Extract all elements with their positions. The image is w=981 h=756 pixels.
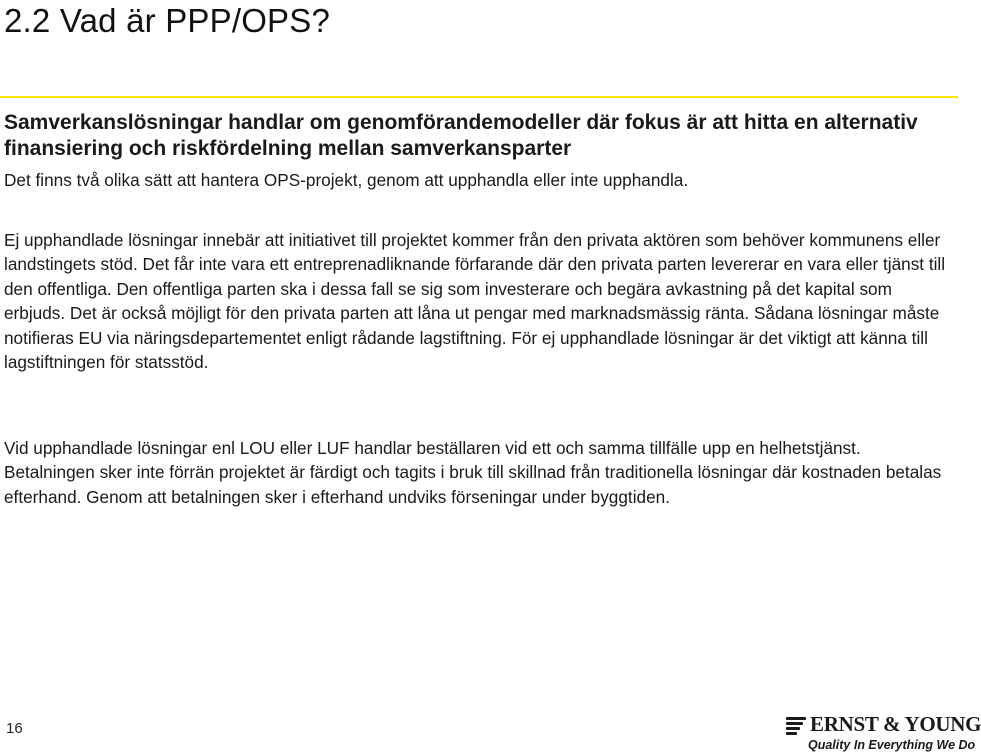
logo-tagline: Quality In Everything We Do xyxy=(808,738,976,752)
ernst-young-logo xyxy=(786,712,981,756)
page-title: 2.2 Vad är PPP/OPS? xyxy=(4,2,331,39)
paragraph-intro: Det finns två olika sätt att hantera OPS-projekt, genom att upphandla eller inte upphandla. xyxy=(4,170,689,190)
paragraph-procured: Vid upphandlade lösningar enl LOU eller LUF handlar beställaren vid ett och samma tillfälle upp en helhetstjänst. Betalningen sker inte förrän projektet är färdigt och tagits i bruk till skillnad från traditionella lösningar där kostnaden betalas efterhand. Genom att betalningen sker i efterhand undviks förseningar under byggtiden. xyxy=(4,438,942,507)
subheading: Samverkanslösningar handlar om genomförandemodeller där fokus är att hitta en alternativ finansiering och riskfördelning mellan samverkansparter xyxy=(4,111,918,160)
accent-divider xyxy=(0,96,958,98)
paragraph-unprocured: Ej upphandlade lösningar innebär att initiativet till projektet kommer från den privata aktören som behöver kommunens eller landstingets stöd. Det får inte vara ett entreprenadliknande förfarande där den privata parten levererar en vara eller tjänst till den offentliga. Den offentliga parten ska i dessa fall se sig som investerare och begära avkastning på det kapital som erbjuds. Det är också möjligt för den privata parten att låna ut pengar med marknadsmässig ränta. Sådana lösningar måste notifieras EU via näringsdepartementet enligt rådande lagstiftning. För ej upphandlade lösningar är det viktigt att känna till lagstiftningen för statsstöd. xyxy=(4,230,946,373)
page-number: 16 xyxy=(6,720,23,737)
ey-stripes-icon xyxy=(786,715,806,735)
logo-name: ERNST & YOUNG xyxy=(810,712,981,736)
